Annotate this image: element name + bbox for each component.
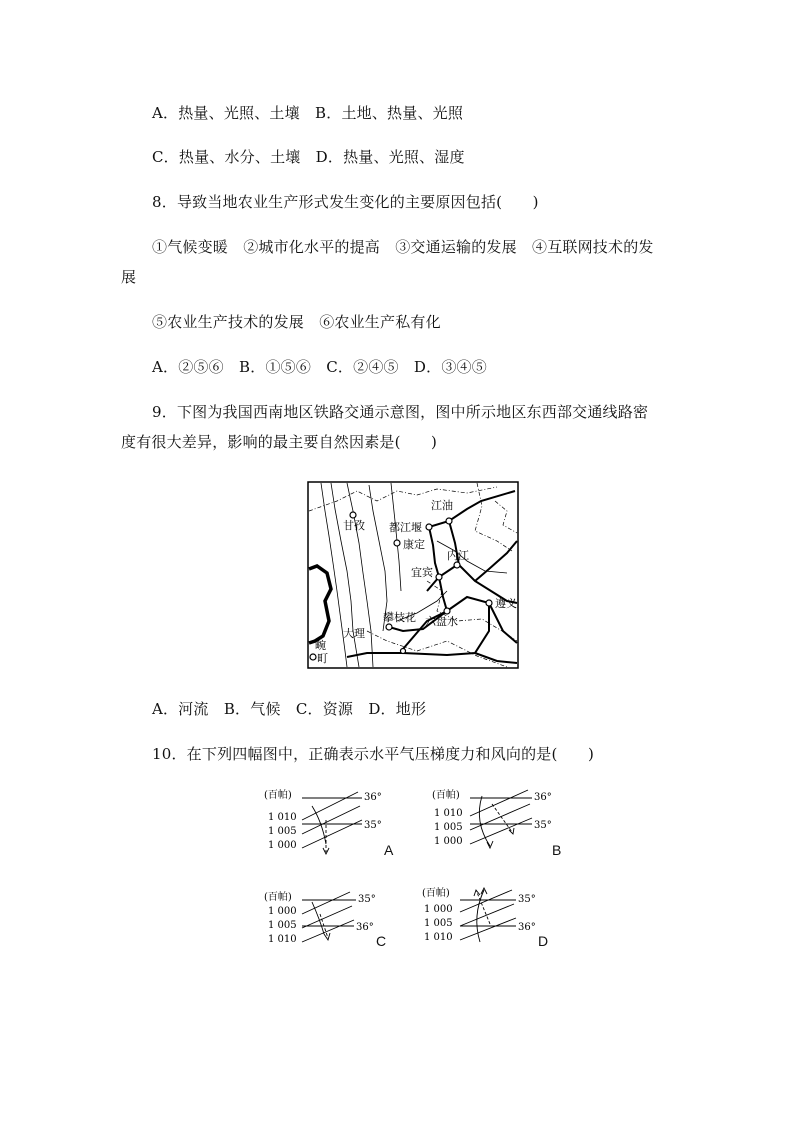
city-liupanshui	[444, 608, 450, 614]
city-yibin	[436, 574, 442, 580]
railway-map	[307, 481, 519, 669]
isobar-figure-b	[430, 786, 570, 860]
q7-options-line2: C．热量、水分、土壤 D．热量、光照、湿度	[152, 148, 465, 166]
label-kangding: 康定	[403, 538, 425, 551]
q8-item-line1: ①气候变暖 ②城市化水平的提高 ③交通运输的发展 ④互联网技术的发	[152, 238, 654, 256]
isobar-label-1: 1 000	[268, 906, 297, 917]
isobar-label-3: 1 000	[268, 840, 297, 851]
city-jiangyou	[446, 518, 452, 524]
label-neijiang: 内江	[447, 549, 469, 562]
city-ganzi	[350, 512, 356, 518]
unit-label: (百帕)	[264, 790, 292, 801]
city-neijiang	[454, 562, 460, 568]
latitude-bottom: 35°	[534, 820, 552, 831]
isobar-label-2: 1 005	[268, 826, 297, 837]
label-zunyi: 遵义	[495, 597, 517, 610]
q7-options-line1: A．热量、光照、土壤 B．土地、热量、光照	[152, 104, 464, 122]
city-kangding	[394, 540, 400, 546]
q8-options: A．②⑤⑥ B．①⑤⑥ C．②④⑤ D．③④⑤	[152, 358, 487, 376]
label-dali: 大理	[343, 627, 365, 640]
q9-stem-line1: 9．下图为我国西南地区铁路交通示意图，图中所示地区东西部交通线路密	[152, 403, 649, 421]
isobar-label-1: 1 000	[424, 904, 453, 915]
isobar-label-3: 1 010	[268, 934, 297, 945]
figure-d-letter: D	[538, 933, 549, 949]
q10-stem: 10．在下列四幅图中，正确表示水平气压梯度力和风向的是( )	[152, 745, 594, 763]
isobar-label-3: 1 000	[434, 836, 463, 847]
isobar-label-3: 1 010	[424, 932, 453, 943]
isobar-label-2: 1 005	[434, 822, 463, 833]
q8-item-line2: ⑤农业生产技术的发展 ⑥农业生产私有化	[152, 313, 441, 331]
isobar-figure-a	[262, 786, 402, 860]
latitude-top: 35°	[518, 894, 536, 905]
figure-a-letter: A	[384, 842, 394, 858]
unit-label: (百帕)	[432, 790, 460, 801]
city-wanding	[310, 654, 316, 660]
isobar-label-2: 1 005	[268, 920, 297, 931]
city-zunyi	[486, 600, 492, 606]
label-ganzi: 甘孜	[343, 519, 365, 532]
figure-b-letter: B	[552, 842, 562, 858]
q9-options: A．河流 B．气候 C．资源 D．地形	[152, 700, 427, 718]
label-dujiangyan: 都江堰	[389, 521, 422, 534]
q9-stem-line2: 度有很大差异，影响的最主要自然因素是( )	[121, 433, 438, 451]
isobar-label-1: 1 010	[434, 808, 463, 819]
unit-label: (百帕)	[264, 892, 292, 903]
latitude-top: 35°	[358, 894, 376, 905]
label-wanding-1: 畹	[315, 639, 326, 652]
latitude-top: 36°	[364, 792, 382, 803]
isobar-label-1: 1 010	[268, 812, 297, 823]
label-yibin: 宜宾	[411, 566, 433, 579]
latitude-bottom: 35°	[364, 820, 382, 831]
q8-item-line1-cont: 展	[121, 268, 137, 286]
label-jiangyou: 江油	[431, 499, 453, 512]
q8-stem: 8．导致当地农业生产形式发生变化的主要原因包括( )	[152, 193, 539, 211]
label-panzhihua: 攀枝花	[383, 611, 416, 624]
isobar-label-2: 1 005	[424, 918, 453, 929]
city-yongren	[401, 649, 406, 654]
city-dujiangyan	[426, 524, 432, 530]
latitude-bottom: 36°	[356, 922, 374, 933]
city-panzhihua	[386, 624, 392, 630]
latitude-top: 36°	[534, 792, 552, 803]
label-liupanshui: 六盘水	[425, 615, 458, 628]
figure-c-letter: C	[376, 933, 387, 949]
label-wanding-2: 町	[317, 652, 328, 665]
latitude-bottom: 36°	[518, 922, 536, 933]
unit-label: (百帕)	[422, 888, 450, 899]
